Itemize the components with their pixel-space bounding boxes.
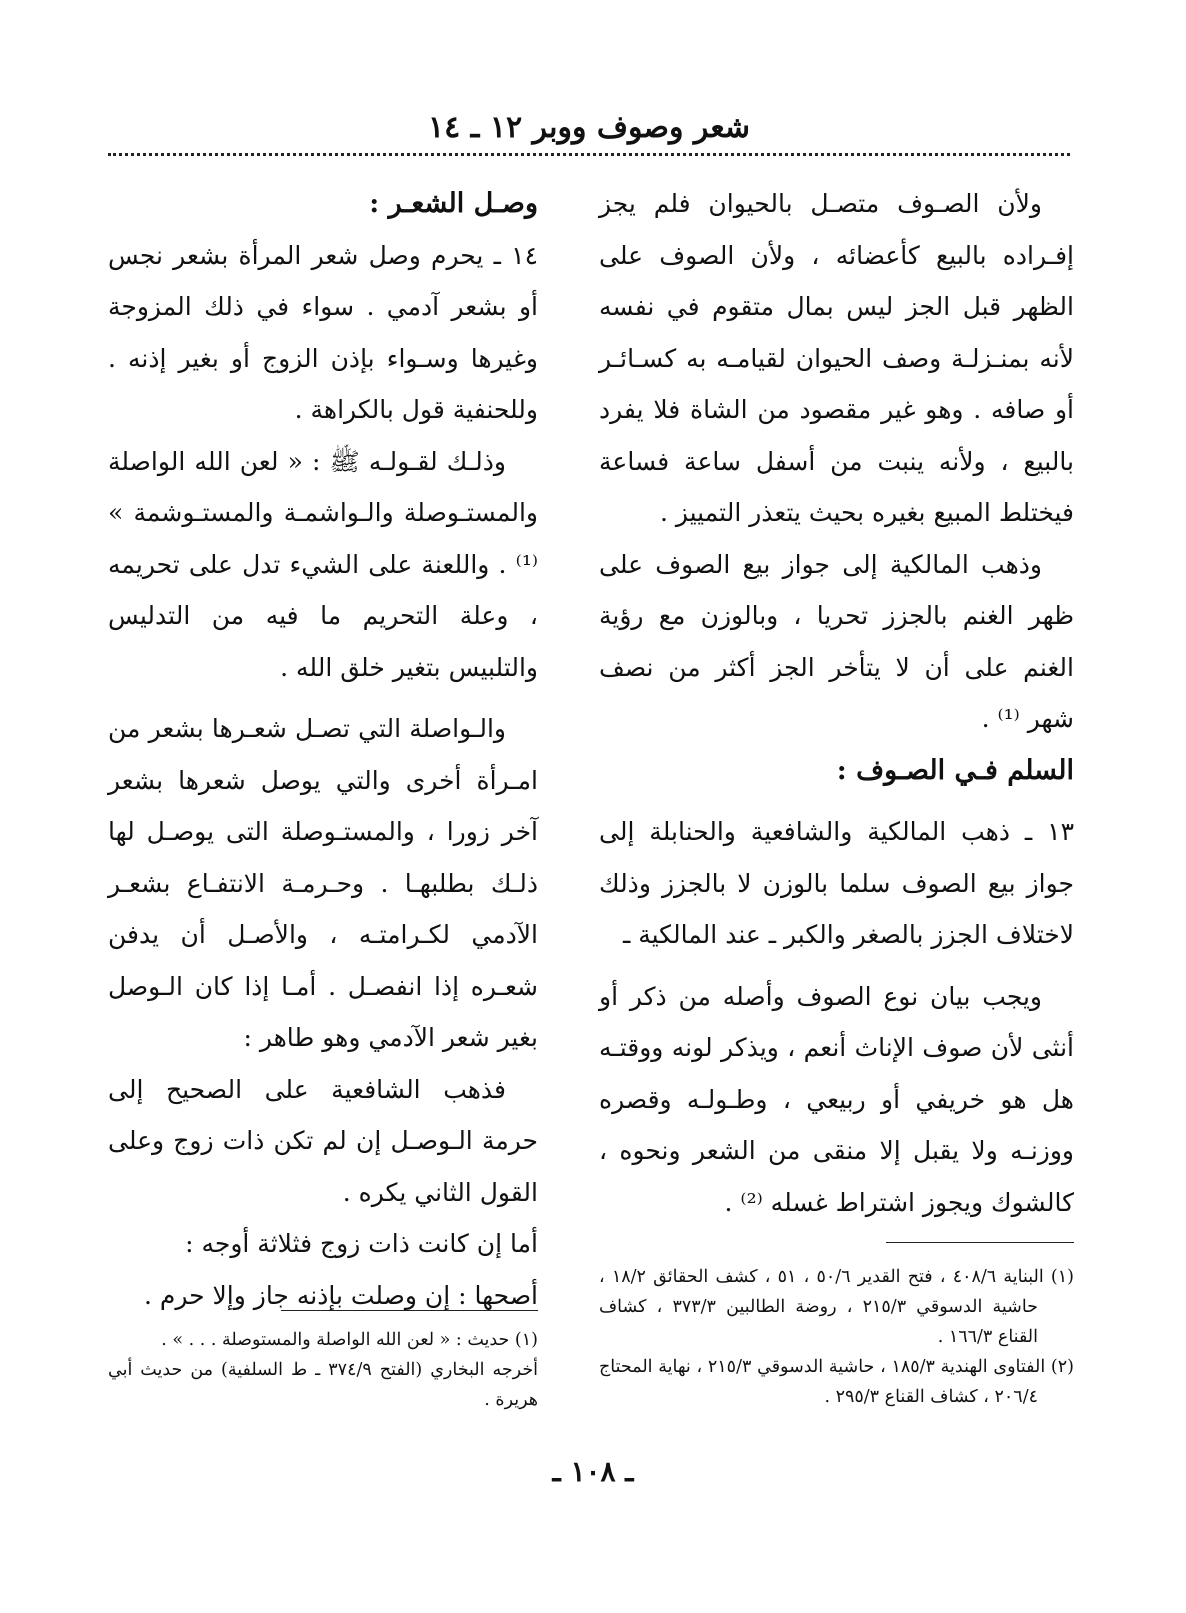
- footnote-separator: [281, 1310, 538, 1311]
- paragraph: ١٣ ـ ذهب المالكية والشافعية والحنابلة إلى جواز بيع الصوف سلما بالوزن لا بالجزز وذلك لاختلاف الجزز بالصغر والكبر ـ عند المالكية ـ: [599, 817, 1074, 949]
- paragraph: ويجب بيان نوع الصوف وأصله من ذكر أو أنثى لأن صوف الإناث أنعم ، ويذكر لونه ووقتـه هل هو خريفي أو ربيعي ، وطـولـه وقصره ووزنـه ولا يقبل إلا منقى من الشعر ونحوه ، كالشوك ويجوز اشتراط غسله ⁽²⁾ .: [599, 981, 1074, 1217]
- left-column: [108, 178, 538, 1321]
- paragraph: والـواصلة التي تصـل شعـرها بشعر من امـرأة أخرى والتي يوصل شعرها بشعر آخر زورا ، والمستـوصلة التى يوصـل لها ذلـك بطلبهـا . وحـرمـة الانتفـاع بشعـر الآدمي لكـرامتـه ، والأصـل أن يدفن شعـره إذا انفصـل . أمـا إذا كان الـوصل بغير شعر الآدمي وهو طاهر :: [108, 714, 538, 1052]
- header-dotted-rule: [108, 153, 1070, 156]
- footnote: (١) البناية ٤٠٨/٦ ، فتح القدير ٥٠/٦ ، ٥١ ، كشف الحقائق ١٨/٢ ، حاشية الدسوقي ٢١٥/٣ ، روضة الطالبين ٣٧٣/٣ ، كشاف القناع ١٦٦/٣ .: [599, 1267, 1074, 1347]
- footnote-separator: [886, 1242, 1074, 1243]
- paragraph: فذهب الشافعية على الصحيح إلى حرمة الـوصـل إن لم تكن ذات زوج وعلى القول الثاني يكره .: [108, 1074, 538, 1207]
- paragraph: وذلـك لقـولـه ﷺ : « لعن الله الواصلة والمستـوصلة والـواشمـة والمستـوشمة » ⁽¹⁾ . واللعنة على الشيء تدل على تحريمه ، وعلة التحريم ما فيه من التدليس والتلبيس بتغير خلق الله .: [108, 446, 538, 682]
- page-number: ـ ١٠٨ ـ: [552, 1455, 634, 1488]
- paragraph: ١٤ ـ يحرم وصل شعر المرأة بشعر نجس أو بشعر آدمي . سواء في ذلك المزوجة وغيرها وسـواء بإذن الزوج أو بغير إذنه . وللحنفية قول بالكراهة .: [108, 240, 538, 424]
- paragraph: ولأن الصـوف متصـل بالحيوان فلم يجز إفـراده بالبيع كأعضائه ، ولأن الصوف على الظهر قبل الجز ليس بمال متقوم في نفسه لأنه بمنـزلـة وصف الحيوان لقيامـه به كسـائـر أو صافه . وهو غير مقصود من الشاة فلا يفرد بالبيع ، ولأنه ينبت من أسفل ساعة فساعة فيختلط المبيع بغيره بحيث يتعذر التمييز .: [599, 189, 1074, 527]
- section-heading: وصـل الشعـر :: [369, 188, 538, 219]
- footnote: (٢) الفتاوى الهندية ١٨٥/٣ ، حاشية الدسوقي ٢١٥/٣ ، نهاية المحتاج ٢٠٦/٤ ، كشاف القناع ٢٩٥/٣ .: [599, 1357, 1074, 1407]
- paragraph: وذهب المالكية إلى جواز بيع الصوف على ظهر الغنم بالجزز تحريا ، وبالوزن مع رؤية الغنم على أن لا يتأخر الجز أكثر من نصف شهر ⁽¹⁾ .: [599, 549, 1074, 733]
- footnotes-left: [108, 1325, 538, 1415]
- paragraph: أما إن كانت ذات زوج فثلاثة أوجه :: [185, 1229, 538, 1258]
- footnote-continuation: أخرجه البخاري (الفتح ٣٧٤/٩ ـ ط السلفية) من حديث أبي هريرة .: [108, 1360, 538, 1410]
- running-header: شعر وصوف ووبر ١٢ ـ ١٤: [427, 110, 751, 145]
- section-heading: السلم فـي الصـوف :: [836, 754, 1074, 786]
- paragraph: أصحها : إن وصلت بإذنه جاز وإلا حرم .: [143, 1280, 538, 1310]
- footnote: (١) حديث : « لعن الله الواصلة والمستوصلة . . . » .: [161, 1330, 538, 1350]
- right-column: [599, 178, 1074, 1228]
- footnotes-right: [599, 1262, 1074, 1412]
